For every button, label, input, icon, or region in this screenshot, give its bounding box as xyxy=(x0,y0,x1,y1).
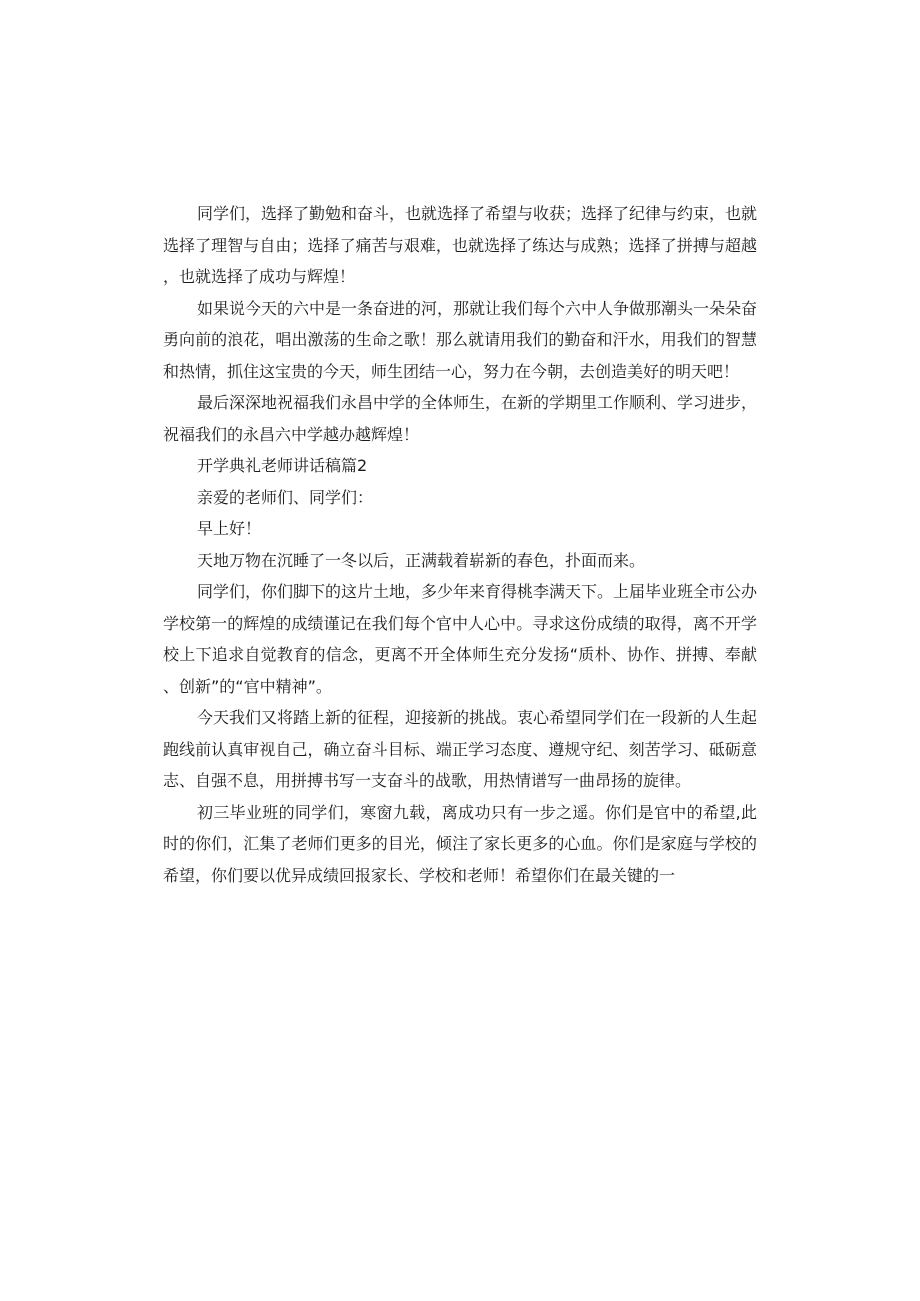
paragraph-spring: 天地万物在沉睡了一冬以后，正满载着崭新的春色，扑面而来。 xyxy=(197,550,646,570)
paragraph-graduates: 初三毕业班的同学们，寒窗九载，离成功只有一步之遥。你们是官中的希望,此时的你们，汇集了老师们更多的目光，倾注了家长更多的心血。你们是家庭与学校的希望，你们要以优异成绩回报家长、学校和老师！希望你们在最关键的一 xyxy=(163,802,757,885)
greeting: 早上好！ xyxy=(197,519,262,538)
paragraph-choices: 同学们，选择了勤勉和奋斗，也就选择了希望与收获；选择了纪律与约束，也就选择了理智与自由；选择了痛苦与艰难，也就选择了练达与成熟；选择了拼搏与超越，也就选择了成功与辉煌！ xyxy=(163,204,758,286)
salutation: 亲爱的老师们、同学们： xyxy=(197,487,374,507)
section-title: 开学典礼老师讲话稿篇2 xyxy=(197,456,368,475)
paragraph-land: 同学们，你们脚下的这片土地，多少年来育得桃李满天下。上届毕业班全市公办学校第一的辉煌的成绩谨记在我们每个官中人心中。寻求这份成绩的取得，离不开学校上下追求自觉教育的信念，更离不开全体师生充分发扬“质朴、协作、拼搏、奉献、创新”的“官中精神”。 xyxy=(163,582,758,696)
paragraph-river: 如果说今天的六中是一条奋进的河，那就让我们每个六中人争做那潮头一朵朵奋勇向前的浪花，唱出激荡的生命之歌！那么就请用我们的勤奋和汗水，用我们的智慧和热情，抓住这宝贵的今天，师生团结一心，努力在今朝，去创造美好的明天吧！ xyxy=(163,298,758,381)
paragraph-new-journey: 今天我们又将踏上新的征程，迎接新的挑战。衷心希望同学们在一段新的人生起跑线前认真审视自己，确立奋斗目标、端正学习态度、遵规守纪、刻苦学习、砥砺意志、自强不息，用拼搏书写一支奋斗的战歌，用热情谱写一曲昂扬的旋律。 xyxy=(163,708,758,790)
paragraph-blessing: 最后深深地祝福我们永昌中学的全体师生，在新的学期里工作顺利、学习进步，祝福我们的永昌六中学越办越辉煌！ xyxy=(163,393,758,444)
document-body xyxy=(163,198,757,891)
